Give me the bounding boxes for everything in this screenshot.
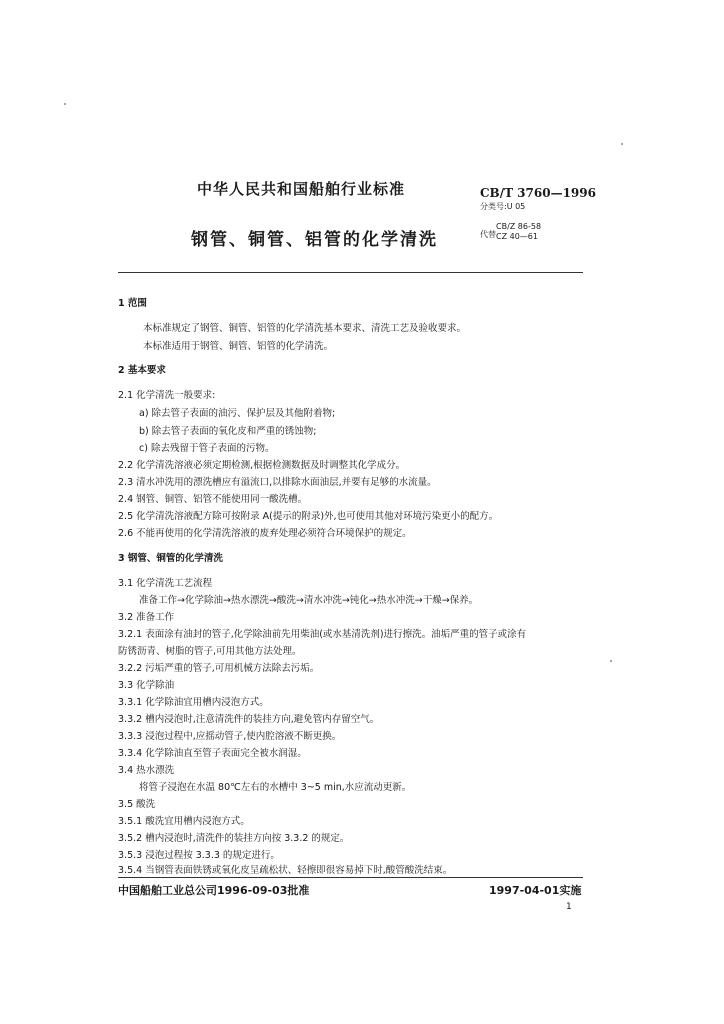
clause-3-3-4: 3.3.4 化学除油直至管子表面完全被水润湿。	[118, 748, 307, 759]
clause-3-5-1: 3.5.1 酸洗宜用槽内浸泡方式。	[118, 816, 250, 827]
clause-3-2-2: 3.2.2 污垢严重的管子,可用机械方法除去污垢。	[118, 663, 320, 674]
implementation-date: 1997-04-01实施	[489, 884, 582, 897]
standard-category-title: 中华人民共和国船舶行业标准	[197, 180, 406, 198]
clause-3-4: 3.4 热水漂洗	[118, 765, 175, 776]
clause-2-1-b: b) 除去管子表面的氧化皮和严重的锈蚀物;	[139, 426, 317, 437]
clause-2-2: 2.2 化学清洗溶液必须定期检测,根据检测数据及时调整其化学成分。	[118, 460, 406, 471]
clause-3-5-2: 3.5.2 槽内浸泡时,清洗件的装挂方向按 3.3.2 的规定。	[118, 833, 350, 844]
clause-3-3: 3.3 化学除油	[118, 680, 175, 691]
section-1-heading: 1 范围	[118, 298, 147, 309]
scan-speck	[621, 143, 623, 145]
clause-3-4-paragraph: 将管子浸泡在水温 80℃左右的水槽中 3~5 min,水应流动更新。	[139, 782, 412, 793]
clause-2-1-c: c) 除去残留于管子表面的污物。	[139, 443, 275, 454]
clause-2-5: 2.5 化学清洗溶液配方除可按附录 A(提示的附录)外,也可使用其他对环境污染更小的配方。	[118, 511, 499, 522]
replaces-label: 代替	[480, 230, 496, 239]
clause-3-2-1-continued: 防锈沥青、树脂的管子,可用其他方法处理。	[118, 646, 302, 657]
process-flow: 准备工作→化学除油→热水漂洗→酸洗→清水冲洗→钝化→热水冲洗→干燥→保养。	[139, 595, 479, 606]
clause-3-3-3: 3.3.3 浸泡过程中,应摇动管子,使内腔溶液不断更换。	[118, 731, 342, 742]
clause-3-1: 3.1 化学清洗工艺流程	[118, 578, 213, 589]
clause-2-3: 2.3 清水冲洗用的漂洗槽应有溢流口,以排除水面油层,并要有足够的水流量。	[118, 477, 437, 488]
document-title: 钢管、铜管、铝管的化学清洗	[191, 230, 438, 250]
section-2-heading: 2 基本要求	[118, 365, 166, 376]
replaced-standard-1: CB/Z 86-58	[496, 222, 542, 231]
clause-3-2-1: 3.2.1 表面涂有油封的管子,化学除油前先用柴油(或水基清洗剂)进行擦洗。油垢严重的管子或涂有	[118, 629, 527, 640]
clause-3-5-4: 3.5.4 当钢管表面铁锈或氧化皮呈疏松状、轻擦即很容易掉下时,酸管酸洗结束。	[118, 865, 453, 876]
replaced-standard-2: CZ 40—61	[496, 232, 538, 241]
clause-2-1-a: a) 除去管子表面的油污、保护层及其他附着物;	[139, 408, 336, 419]
clause-3-2: 3.2 准备工作	[118, 612, 175, 623]
clause-3-5-3: 3.5.3 浸泡过程按 3.3.3 的规定进行。	[118, 850, 280, 861]
clause-3-5: 3.5 酸洗	[118, 799, 156, 810]
scan-speck	[64, 103, 66, 105]
section-1-paragraph-1: 本标准规定了钢管、铜管、铝管的化学清洗基本要求、清洗工艺及验收要求。	[143, 323, 467, 334]
clause-2-6: 2.6 不能再使用的化学清洗溶液的废弃处理必须符合环境保护的规定。	[118, 528, 412, 539]
clause-3-3-2: 3.3.2 槽内浸泡时,注意清洗件的装挂方向,避免管内存留空气。	[118, 714, 380, 725]
standard-number: CB/T 3760—1996	[480, 186, 596, 200]
section-1-paragraph-2: 本标准适用于钢管、铜管、铝管的化学清洗。	[143, 341, 334, 352]
section-3-heading: 3 钢管、铜管的化学清洗	[118, 553, 223, 564]
header-divider	[118, 272, 583, 273]
page-number: 1	[566, 902, 572, 912]
approval-date: 中国船舶工业总公司1996-09-03批准	[118, 884, 310, 897]
clause-3-3-1: 3.3.1 化学除油宜用槽内浸泡方式。	[118, 697, 269, 708]
scan-speck	[610, 660, 612, 662]
clause-2-4: 2.4 钢管、铜管、铝管不能使用同一酸洗槽。	[118, 494, 308, 505]
classification-number: 分类号:U 05	[480, 202, 526, 211]
clause-2-1: 2.1 化学清洗一般要求:	[118, 390, 216, 401]
footer-divider	[118, 877, 583, 878]
